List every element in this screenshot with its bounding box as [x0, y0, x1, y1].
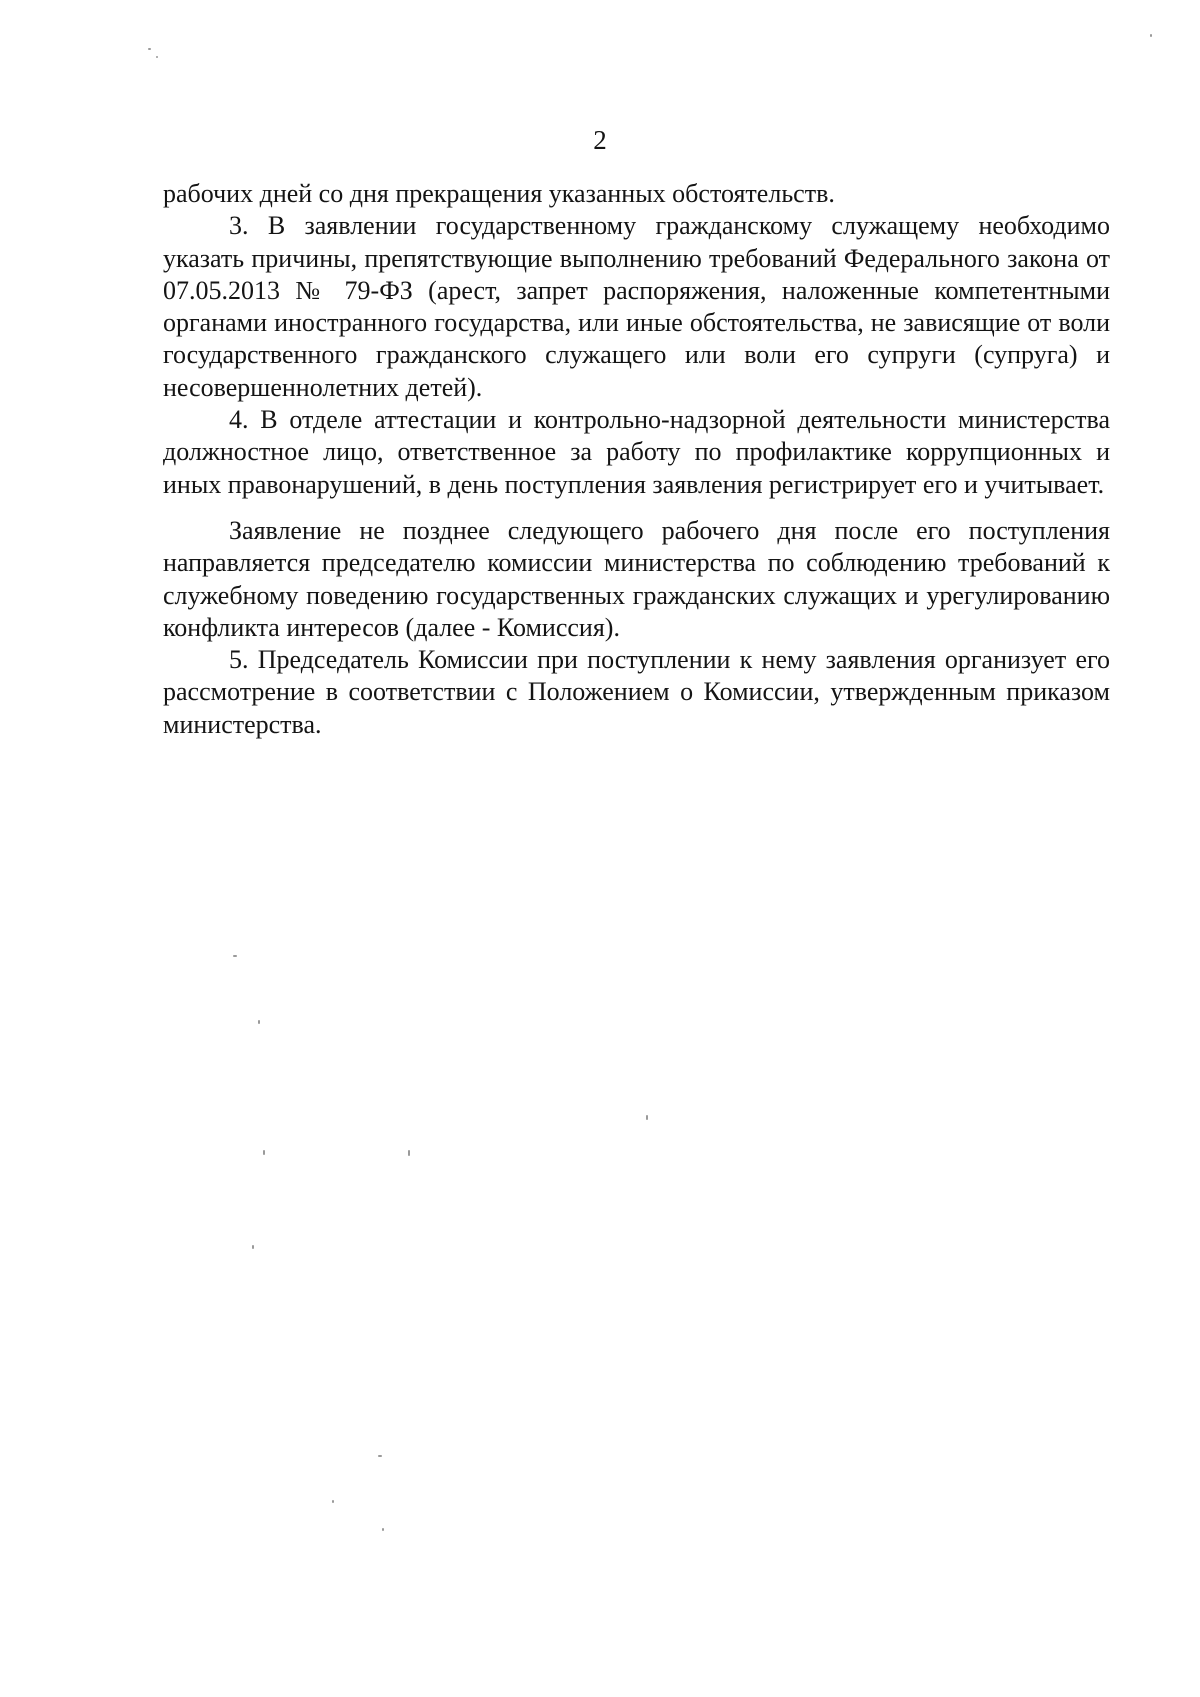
document-body	[163, 178, 1110, 741]
scan-speck	[258, 1020, 260, 1024]
page-number: 2	[593, 125, 607, 155]
scan-speck	[408, 1150, 410, 1156]
scan-speck	[252, 1245, 254, 1249]
paragraph-item-3: 3. В заявлении государственному гражданскому служащему необходимо указать причины, препятствующие выполнению требований Федерального закона от 07.05.2013 № 79-ФЗ (арест, запрет распоряжения, наложенные компетентными органами иностранного государства, или иные обстоятельства, не зависящие от воли государственного гражданского служащего или воли его супруги (супруга) и несовершеннолетних детей).	[163, 211, 1110, 402]
scan-speck	[233, 955, 237, 957]
scan-speck	[148, 48, 151, 50]
paragraph-continuation: рабочих дней со дня прекращения указанных обстоятельств.	[163, 179, 835, 208]
scan-speck	[382, 1528, 384, 1531]
scan-speck	[156, 56, 158, 58]
scan-speck	[332, 1500, 334, 1503]
paragraph-item-4: 4. В отделе аттестации и контрольно-надзорной деятельности министерства должностное лицо, ответственное за работу по профилактике коррупционных и иных правонарушений, в день поступления заявления регистрирует его и учитывает.	[163, 405, 1110, 499]
paragraph-statement-routing: Заявление не позднее следующего рабочего дня после его поступления направляется председателю комиссии министерства по соблюдению требований к служебному поведению государственных гражданских служащих и урегулированию конфликта интересов (далее - Комиссия).	[163, 515, 1110, 642]
scan-speck	[263, 1150, 265, 1155]
scan-speck	[1150, 34, 1152, 37]
scan-speck	[378, 1455, 382, 1457]
scan-speck	[646, 1115, 648, 1120]
paragraph-item-5: 5. Председатель Комиссии при поступлении к нему заявления организует его рассмотрение в соответствии с Положением о Комиссии, утвержденным приказом министерства.	[163, 645, 1110, 739]
